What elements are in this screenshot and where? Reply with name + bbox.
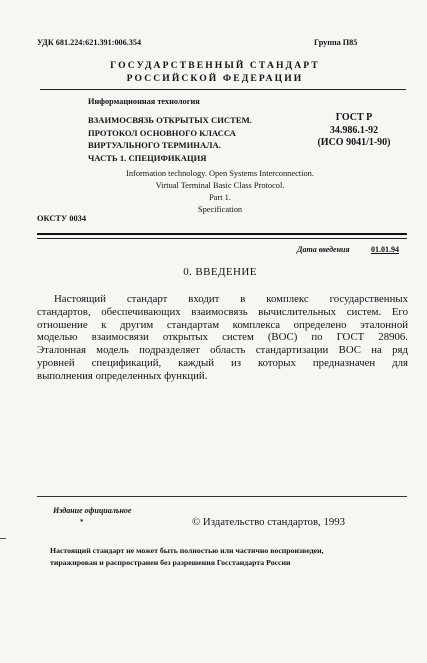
- oksty-code: ОКСТУ 0034: [37, 214, 87, 223]
- english-title-line: Specification: [197, 205, 243, 214]
- document-title: [88, 114, 252, 164]
- reproduction-notice: [50, 545, 412, 569]
- paragraph-line: Настоящий стандарт входит в комплекс государственных: [54, 293, 408, 305]
- reproduction-notice-line: Настоящий стандарт не может быть полностью или частично воспроизведен,: [50, 546, 324, 555]
- section-heading: 0. ВВЕДЕНИЕ: [183, 266, 257, 278]
- star-mark: *: [80, 518, 84, 526]
- introduction-paragraph: [37, 293, 408, 383]
- english-title-line: Part 1.: [209, 193, 231, 202]
- intro-date-value: 01.01.94: [371, 245, 399, 254]
- group-code: Группа П85: [314, 38, 358, 47]
- document-subject: Информационная технология: [88, 97, 200, 106]
- standard-code-line: 34.986.1-92: [329, 124, 379, 136]
- standard-title-line-1: ГОСУДАРСТВЕННЫЙ СТАНДАРТ: [110, 60, 320, 71]
- margin-mark: [0, 538, 6, 539]
- english-title-line: Virtual Terminal Basic Class Protocol.: [155, 181, 285, 190]
- english-title-line: Information technology. Open Systems Interconnection.: [126, 169, 314, 178]
- official-edition-label: Издание официальное: [53, 506, 132, 515]
- thick-divider: [37, 233, 407, 235]
- udk-code: УДК 681.224:621.391:006.354: [37, 38, 142, 47]
- document-title-line: ПРОТОКОЛ ОСНОВНОГО КЛАССА: [88, 127, 236, 138]
- paragraph-line: Эталонная модель подразделяет область стандартизации ВОС на ряд: [37, 344, 408, 357]
- standard-code: [292, 112, 416, 150]
- paragraph-line: стандартов, обеспечивающих взаимосвязь вычислительных систем. Его: [37, 305, 408, 318]
- paragraph-line: отношение к другим стандартам комплекса определено эталонной: [37, 318, 408, 331]
- document-title-line: ВЗАИМОСВЯЗЬ ОТКРЫТЫХ СИСТЕМ.: [88, 115, 252, 125]
- paragraph-line: моделью взаимосвязи открытых систем (ВОС) по ГОСТ 28906.: [37, 331, 408, 344]
- standard-code-line: ГОСТ Р: [335, 112, 373, 123]
- paragraph-line: выполнения определенных функций.: [37, 369, 208, 382]
- footer-divider: [37, 496, 407, 497]
- copyright-notice: © Издательство стандартов, 1993: [192, 516, 346, 528]
- standard-title-line-2: РОССИЙСКОЙ ФЕДЕРАЦИИ: [126, 73, 304, 84]
- standard-code-line: (ИСО 9041/1-90): [317, 137, 391, 149]
- standard-title: [40, 59, 390, 85]
- document-title-line: ЧАСТЬ 1. СПЕЦИФИКАЦИЯ: [88, 152, 207, 163]
- document-title-line: ВИРТУАЛЬНОГО ТЕРМИНАЛА.: [88, 140, 221, 150]
- intro-date-label: Дата введения: [297, 245, 350, 254]
- english-title: [70, 168, 370, 216]
- reproduction-notice-line: тиражирован и распространен без разрешения Госстандарта России: [50, 558, 291, 567]
- header-divider: [40, 89, 406, 90]
- thin-divider: [37, 238, 407, 239]
- paragraph-line: уровней спецификаций, каждый из которых предназначен для: [37, 356, 408, 369]
